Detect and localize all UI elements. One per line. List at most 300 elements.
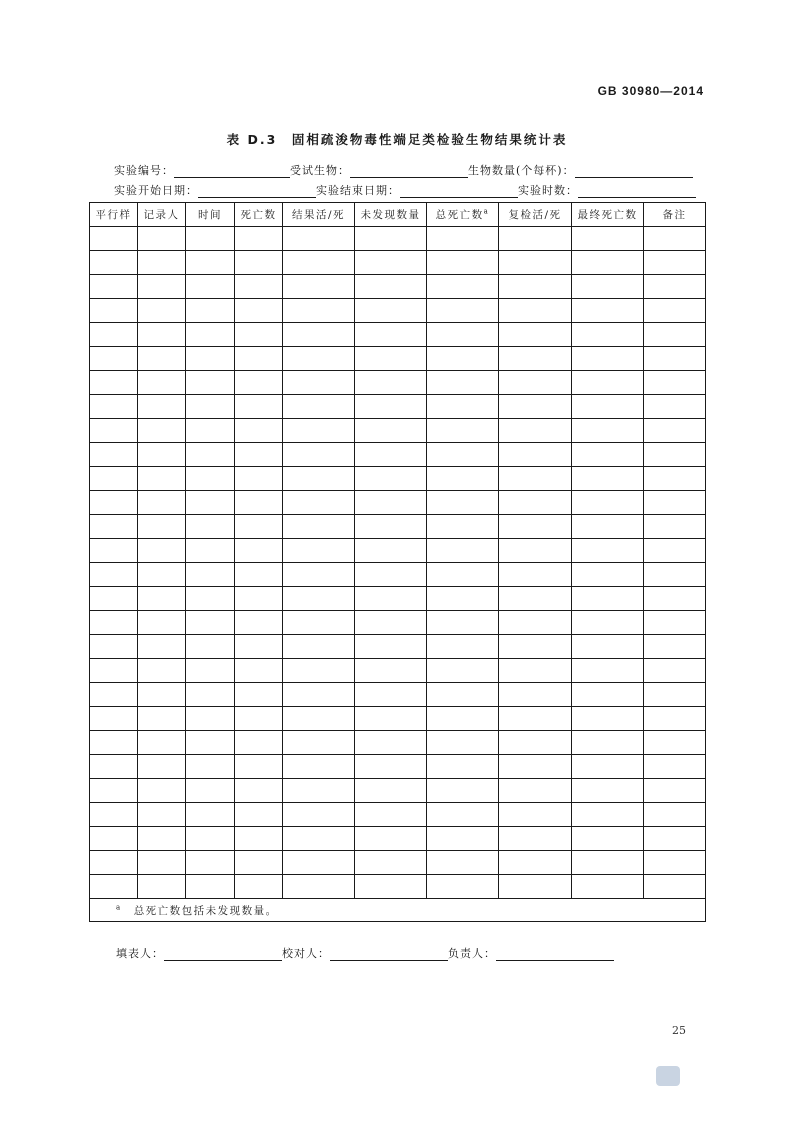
table-cell[interactable] <box>427 587 499 611</box>
table-cell[interactable] <box>644 275 706 299</box>
table-cell[interactable] <box>186 347 235 371</box>
table-cell[interactable] <box>235 323 283 347</box>
table-cell[interactable] <box>427 491 499 515</box>
table-cell[interactable] <box>283 731 355 755</box>
table-cell[interactable] <box>427 683 499 707</box>
table-cell[interactable] <box>499 659 572 683</box>
table-cell[interactable] <box>572 683 644 707</box>
table-cell[interactable] <box>138 731 186 755</box>
table-cell[interactable] <box>138 803 186 827</box>
table-cell[interactable] <box>355 875 427 899</box>
table-cell[interactable] <box>235 779 283 803</box>
table-cell[interactable] <box>283 659 355 683</box>
table-cell[interactable] <box>186 491 235 515</box>
table-cell[interactable] <box>572 779 644 803</box>
table-cell[interactable] <box>186 779 235 803</box>
table-cell[interactable] <box>90 323 138 347</box>
table-cell[interactable] <box>644 347 706 371</box>
table-cell[interactable] <box>499 803 572 827</box>
table-cell[interactable] <box>235 491 283 515</box>
table-cell[interactable] <box>355 419 427 443</box>
table-cell[interactable] <box>355 443 427 467</box>
table-cell[interactable] <box>427 323 499 347</box>
table-cell[interactable] <box>283 443 355 467</box>
table-cell[interactable] <box>186 467 235 491</box>
table-cell[interactable] <box>283 875 355 899</box>
table-cell[interactable] <box>283 587 355 611</box>
table-cell[interactable] <box>499 851 572 875</box>
table-cell[interactable] <box>138 347 186 371</box>
table-cell[interactable] <box>90 539 138 563</box>
table-cell[interactable] <box>355 587 427 611</box>
table-cell[interactable] <box>644 227 706 251</box>
table-cell[interactable] <box>138 419 186 443</box>
table-cell[interactable] <box>186 539 235 563</box>
table-cell[interactable] <box>355 707 427 731</box>
table-cell[interactable] <box>644 635 706 659</box>
checked-by-field[interactable] <box>330 948 448 961</box>
table-cell[interactable] <box>644 443 706 467</box>
table-cell[interactable] <box>499 227 572 251</box>
table-cell[interactable] <box>235 587 283 611</box>
table-cell[interactable] <box>427 419 499 443</box>
table-cell[interactable] <box>572 563 644 587</box>
table-cell[interactable] <box>90 227 138 251</box>
table-cell[interactable] <box>90 419 138 443</box>
table-cell[interactable] <box>427 635 499 659</box>
table-cell[interactable] <box>138 683 186 707</box>
table-cell[interactable] <box>427 515 499 539</box>
table-cell[interactable] <box>572 731 644 755</box>
table-cell[interactable] <box>90 851 138 875</box>
table-cell[interactable] <box>138 539 186 563</box>
table-title: 表 D.3 固相疏浚物毒性端足类检验生物结果统计表 <box>226 132 568 147</box>
table-cell[interactable] <box>186 587 235 611</box>
table-cell[interactable] <box>235 539 283 563</box>
table-cell[interactable] <box>90 299 138 323</box>
table-cell[interactable] <box>427 347 499 371</box>
table-cell[interactable] <box>499 611 572 635</box>
table-cell[interactable] <box>355 347 427 371</box>
table-cell[interactable] <box>235 563 283 587</box>
table-cell[interactable] <box>499 275 572 299</box>
table-cell[interactable] <box>644 755 706 779</box>
table-cell[interactable] <box>427 803 499 827</box>
table-cell[interactable] <box>427 251 499 275</box>
table-cell[interactable] <box>355 227 427 251</box>
table-cell[interactable] <box>644 419 706 443</box>
table-cell[interactable] <box>138 515 186 539</box>
table-cell[interactable] <box>427 395 499 419</box>
table-cell[interactable] <box>644 659 706 683</box>
table-cell[interactable] <box>283 563 355 587</box>
table-cell[interactable] <box>572 827 644 851</box>
table-cell[interactable] <box>572 755 644 779</box>
table-cell[interactable] <box>90 587 138 611</box>
table-cell[interactable] <box>427 371 499 395</box>
table-cell[interactable] <box>499 827 572 851</box>
table-cell[interactable] <box>355 731 427 755</box>
table-row <box>90 371 706 395</box>
table-cell[interactable] <box>186 299 235 323</box>
table-cell[interactable] <box>572 707 644 731</box>
table-cell[interactable] <box>572 635 644 659</box>
table-cell[interactable] <box>499 779 572 803</box>
table-cell[interactable] <box>186 227 235 251</box>
table-cell[interactable] <box>499 563 572 587</box>
table-cell[interactable] <box>644 251 706 275</box>
table-cell[interactable] <box>186 515 235 539</box>
table-cell[interactable] <box>283 707 355 731</box>
table-cell[interactable] <box>355 251 427 275</box>
table-cell[interactable] <box>499 875 572 899</box>
table-cell[interactable] <box>90 467 138 491</box>
table-cell[interactable] <box>90 443 138 467</box>
table-cell[interactable] <box>283 755 355 779</box>
table-cell[interactable] <box>427 563 499 587</box>
table-cell[interactable] <box>355 467 427 491</box>
table-cell[interactable] <box>427 875 499 899</box>
table-cell[interactable] <box>572 251 644 275</box>
table-cell[interactable] <box>644 323 706 347</box>
table-cell[interactable] <box>283 827 355 851</box>
table-cell[interactable] <box>90 683 138 707</box>
table-cell[interactable] <box>499 635 572 659</box>
table-cell[interactable] <box>90 611 138 635</box>
table-row <box>90 587 706 611</box>
table-cell[interactable] <box>186 635 235 659</box>
table-cell[interactable] <box>90 779 138 803</box>
table-cell[interactable] <box>355 539 427 563</box>
table-cell[interactable] <box>499 539 572 563</box>
table-cell[interactable] <box>283 539 355 563</box>
table-cell[interactable] <box>355 683 427 707</box>
table-cell[interactable] <box>138 227 186 251</box>
table-cell[interactable] <box>283 611 355 635</box>
table-cell[interactable] <box>235 851 283 875</box>
table-cell[interactable] <box>644 299 706 323</box>
table-cell[interactable] <box>499 347 572 371</box>
experiment-no-field[interactable] <box>174 165 290 178</box>
table-cell[interactable] <box>572 539 644 563</box>
table-cell[interactable] <box>644 803 706 827</box>
table-row <box>90 251 706 275</box>
table-cell[interactable] <box>138 779 186 803</box>
table-cell[interactable] <box>499 419 572 443</box>
table-cell[interactable] <box>138 827 186 851</box>
table-cell[interactable] <box>186 419 235 443</box>
organism-count-field[interactable] <box>575 165 693 178</box>
table-cell[interactable] <box>138 251 186 275</box>
table-cell[interactable] <box>355 611 427 635</box>
table-cell[interactable] <box>499 683 572 707</box>
table-cell[interactable] <box>138 755 186 779</box>
table-cell[interactable] <box>90 395 138 419</box>
table-cell[interactable] <box>499 467 572 491</box>
table-cell[interactable] <box>90 731 138 755</box>
table-cell[interactable] <box>90 803 138 827</box>
table-cell[interactable] <box>186 611 235 635</box>
table-cell[interactable] <box>138 563 186 587</box>
footnote-marker: a <box>483 207 490 216</box>
table-cell[interactable] <box>499 755 572 779</box>
table-cell[interactable] <box>499 515 572 539</box>
table-cell[interactable] <box>186 755 235 779</box>
table-row <box>90 299 706 323</box>
table-cell[interactable] <box>90 251 138 275</box>
table-cell[interactable] <box>186 275 235 299</box>
table-cell[interactable] <box>572 347 644 371</box>
table-cell[interactable] <box>644 467 706 491</box>
table-cell[interactable] <box>283 227 355 251</box>
table-cell[interactable] <box>499 395 572 419</box>
table-cell[interactable] <box>499 731 572 755</box>
table-cell[interactable] <box>283 515 355 539</box>
table-cell[interactable] <box>355 323 427 347</box>
table-cell[interactable] <box>138 611 186 635</box>
table-cell[interactable] <box>427 779 499 803</box>
table-cell[interactable] <box>499 587 572 611</box>
table-cell[interactable] <box>90 659 138 683</box>
table-cell[interactable] <box>355 803 427 827</box>
table-cell[interactable] <box>283 779 355 803</box>
table-cell[interactable] <box>138 275 186 299</box>
table-cell[interactable] <box>283 419 355 443</box>
table-cell[interactable] <box>572 395 644 419</box>
table-cell[interactable] <box>427 467 499 491</box>
table-cell[interactable] <box>644 731 706 755</box>
table-cell[interactable] <box>138 635 186 659</box>
table-cell[interactable] <box>644 539 706 563</box>
table-cell[interactable] <box>355 275 427 299</box>
table-cell[interactable] <box>355 515 427 539</box>
table-cell[interactable] <box>355 491 427 515</box>
table-cell[interactable] <box>90 755 138 779</box>
table-cell[interactable] <box>90 347 138 371</box>
table-cell[interactable] <box>499 323 572 347</box>
table-cell[interactable] <box>427 755 499 779</box>
table-cell[interactable] <box>355 827 427 851</box>
table-cell[interactable] <box>90 635 138 659</box>
table-cell[interactable] <box>186 443 235 467</box>
table-cell[interactable] <box>572 515 644 539</box>
table-cell[interactable] <box>235 443 283 467</box>
table-cell[interactable] <box>186 851 235 875</box>
table-cell[interactable] <box>235 419 283 443</box>
table-cell[interactable] <box>644 611 706 635</box>
table-cell[interactable] <box>138 875 186 899</box>
table-cell[interactable] <box>186 731 235 755</box>
table-cell[interactable] <box>283 683 355 707</box>
table-cell[interactable] <box>572 467 644 491</box>
table-cell[interactable] <box>235 299 283 323</box>
table-cell[interactable] <box>572 587 644 611</box>
table-cell[interactable] <box>355 395 427 419</box>
table-cell[interactable] <box>138 299 186 323</box>
table-cell[interactable] <box>499 371 572 395</box>
table-cell[interactable] <box>427 611 499 635</box>
table-cell[interactable] <box>499 491 572 515</box>
table-cell[interactable] <box>90 875 138 899</box>
table-cell[interactable] <box>138 395 186 419</box>
table-cell[interactable] <box>499 707 572 731</box>
table-cell[interactable] <box>235 227 283 251</box>
table-cell[interactable] <box>186 371 235 395</box>
experiment-no-label: 实验编号： <box>114 164 174 177</box>
table-cell[interactable] <box>90 563 138 587</box>
table-cell[interactable] <box>235 275 283 299</box>
table-cell[interactable] <box>235 659 283 683</box>
table-cell[interactable] <box>186 875 235 899</box>
table-cell[interactable] <box>138 851 186 875</box>
table-cell[interactable] <box>572 875 644 899</box>
duration-field[interactable] <box>578 185 696 198</box>
table-cell[interactable] <box>235 395 283 419</box>
table-cell[interactable] <box>427 539 499 563</box>
table-cell[interactable] <box>283 491 355 515</box>
table-cell[interactable] <box>138 443 186 467</box>
table-cell[interactable] <box>186 803 235 827</box>
table-cell[interactable] <box>90 371 138 395</box>
table-cell[interactable] <box>355 851 427 875</box>
table-cell[interactable] <box>499 443 572 467</box>
table-cell[interactable] <box>235 251 283 275</box>
table-cell[interactable] <box>572 659 644 683</box>
table-cell[interactable] <box>235 875 283 899</box>
table-cell[interactable] <box>235 515 283 539</box>
table-row <box>90 467 706 491</box>
table-cell[interactable] <box>355 755 427 779</box>
table-cell[interactable] <box>186 563 235 587</box>
table-cell[interactable] <box>644 875 706 899</box>
table-cell[interactable] <box>235 683 283 707</box>
table-cell[interactable] <box>186 251 235 275</box>
test-organism-field[interactable] <box>350 165 468 178</box>
table-cell[interactable] <box>283 371 355 395</box>
table-cell[interactable] <box>427 275 499 299</box>
table-cell[interactable] <box>355 779 427 803</box>
table-cell[interactable] <box>572 443 644 467</box>
table-cell[interactable] <box>235 755 283 779</box>
table-cell[interactable] <box>644 563 706 587</box>
table-cell[interactable] <box>90 707 138 731</box>
table-cell[interactable] <box>283 347 355 371</box>
table-cell[interactable] <box>235 371 283 395</box>
table-cell[interactable] <box>235 731 283 755</box>
table-cell[interactable] <box>283 299 355 323</box>
table-cell[interactable] <box>283 803 355 827</box>
table-cell[interactable] <box>572 371 644 395</box>
table-cell[interactable] <box>235 467 283 491</box>
table-cell[interactable] <box>572 299 644 323</box>
table-cell[interactable] <box>90 491 138 515</box>
table-cell[interactable] <box>355 563 427 587</box>
table-cell[interactable] <box>572 323 644 347</box>
table-cell[interactable] <box>138 587 186 611</box>
table-cell[interactable] <box>427 659 499 683</box>
table-cell[interactable] <box>283 851 355 875</box>
table-cell[interactable] <box>90 515 138 539</box>
table-cell[interactable] <box>644 707 706 731</box>
table-cell[interactable] <box>355 299 427 323</box>
table-row <box>90 851 706 875</box>
table-cell[interactable] <box>355 635 427 659</box>
table-cell[interactable] <box>283 467 355 491</box>
table-cell[interactable] <box>138 371 186 395</box>
table-cell[interactable] <box>90 275 138 299</box>
table-cell[interactable] <box>186 659 235 683</box>
table-cell[interactable] <box>499 251 572 275</box>
table-cell[interactable] <box>283 275 355 299</box>
table-cell[interactable] <box>138 659 186 683</box>
table-cell[interactable] <box>644 827 706 851</box>
table-cell[interactable] <box>572 803 644 827</box>
end-date-field[interactable] <box>400 185 518 198</box>
table-cell[interactable] <box>235 347 283 371</box>
table-cell[interactable] <box>644 779 706 803</box>
table-cell[interactable] <box>644 515 706 539</box>
table-cell[interactable] <box>427 227 499 251</box>
col-header-time: 时间 <box>186 203 235 227</box>
table-cell[interactable] <box>235 635 283 659</box>
table-cell[interactable] <box>186 395 235 419</box>
table-cell[interactable] <box>427 731 499 755</box>
table-cell[interactable] <box>186 827 235 851</box>
table-cell[interactable] <box>235 803 283 827</box>
table-cell[interactable] <box>138 707 186 731</box>
table-cell[interactable] <box>283 395 355 419</box>
table-cell[interactable] <box>644 395 706 419</box>
table-cell[interactable] <box>186 323 235 347</box>
table-cell[interactable] <box>499 299 572 323</box>
table-cell[interactable] <box>235 707 283 731</box>
table-cell[interactable] <box>572 611 644 635</box>
table-cell[interactable] <box>427 827 499 851</box>
table-cell[interactable] <box>427 299 499 323</box>
responsible-field[interactable] <box>496 948 614 961</box>
filled-by-field[interactable] <box>164 948 282 961</box>
table-cell[interactable] <box>138 323 186 347</box>
table-cell[interactable] <box>572 491 644 515</box>
table-cell[interactable] <box>644 491 706 515</box>
start-date-field[interactable] <box>198 185 316 198</box>
table-cell[interactable] <box>355 659 427 683</box>
table-cell[interactable] <box>283 635 355 659</box>
table-cell[interactable] <box>427 707 499 731</box>
table-cell[interactable] <box>644 371 706 395</box>
table-cell[interactable] <box>90 827 138 851</box>
col-header-parallel-sample: 平行样 <box>90 203 138 227</box>
table-cell[interactable] <box>283 323 355 347</box>
table-cell[interactable] <box>427 443 499 467</box>
table-cell[interactable] <box>186 683 235 707</box>
table-cell[interactable] <box>644 851 706 875</box>
table-cell[interactable] <box>572 851 644 875</box>
table-cell[interactable] <box>235 611 283 635</box>
table-cell[interactable] <box>572 275 644 299</box>
table-cell[interactable] <box>355 371 427 395</box>
table-cell[interactable] <box>572 227 644 251</box>
table-cell[interactable] <box>235 827 283 851</box>
table-cell[interactable] <box>644 587 706 611</box>
table-cell[interactable] <box>283 251 355 275</box>
table-cell[interactable] <box>427 851 499 875</box>
table-cell[interactable] <box>138 467 186 491</box>
table-cell[interactable] <box>138 491 186 515</box>
table-cell[interactable] <box>186 707 235 731</box>
table-cell[interactable] <box>572 419 644 443</box>
table-cell[interactable] <box>644 683 706 707</box>
